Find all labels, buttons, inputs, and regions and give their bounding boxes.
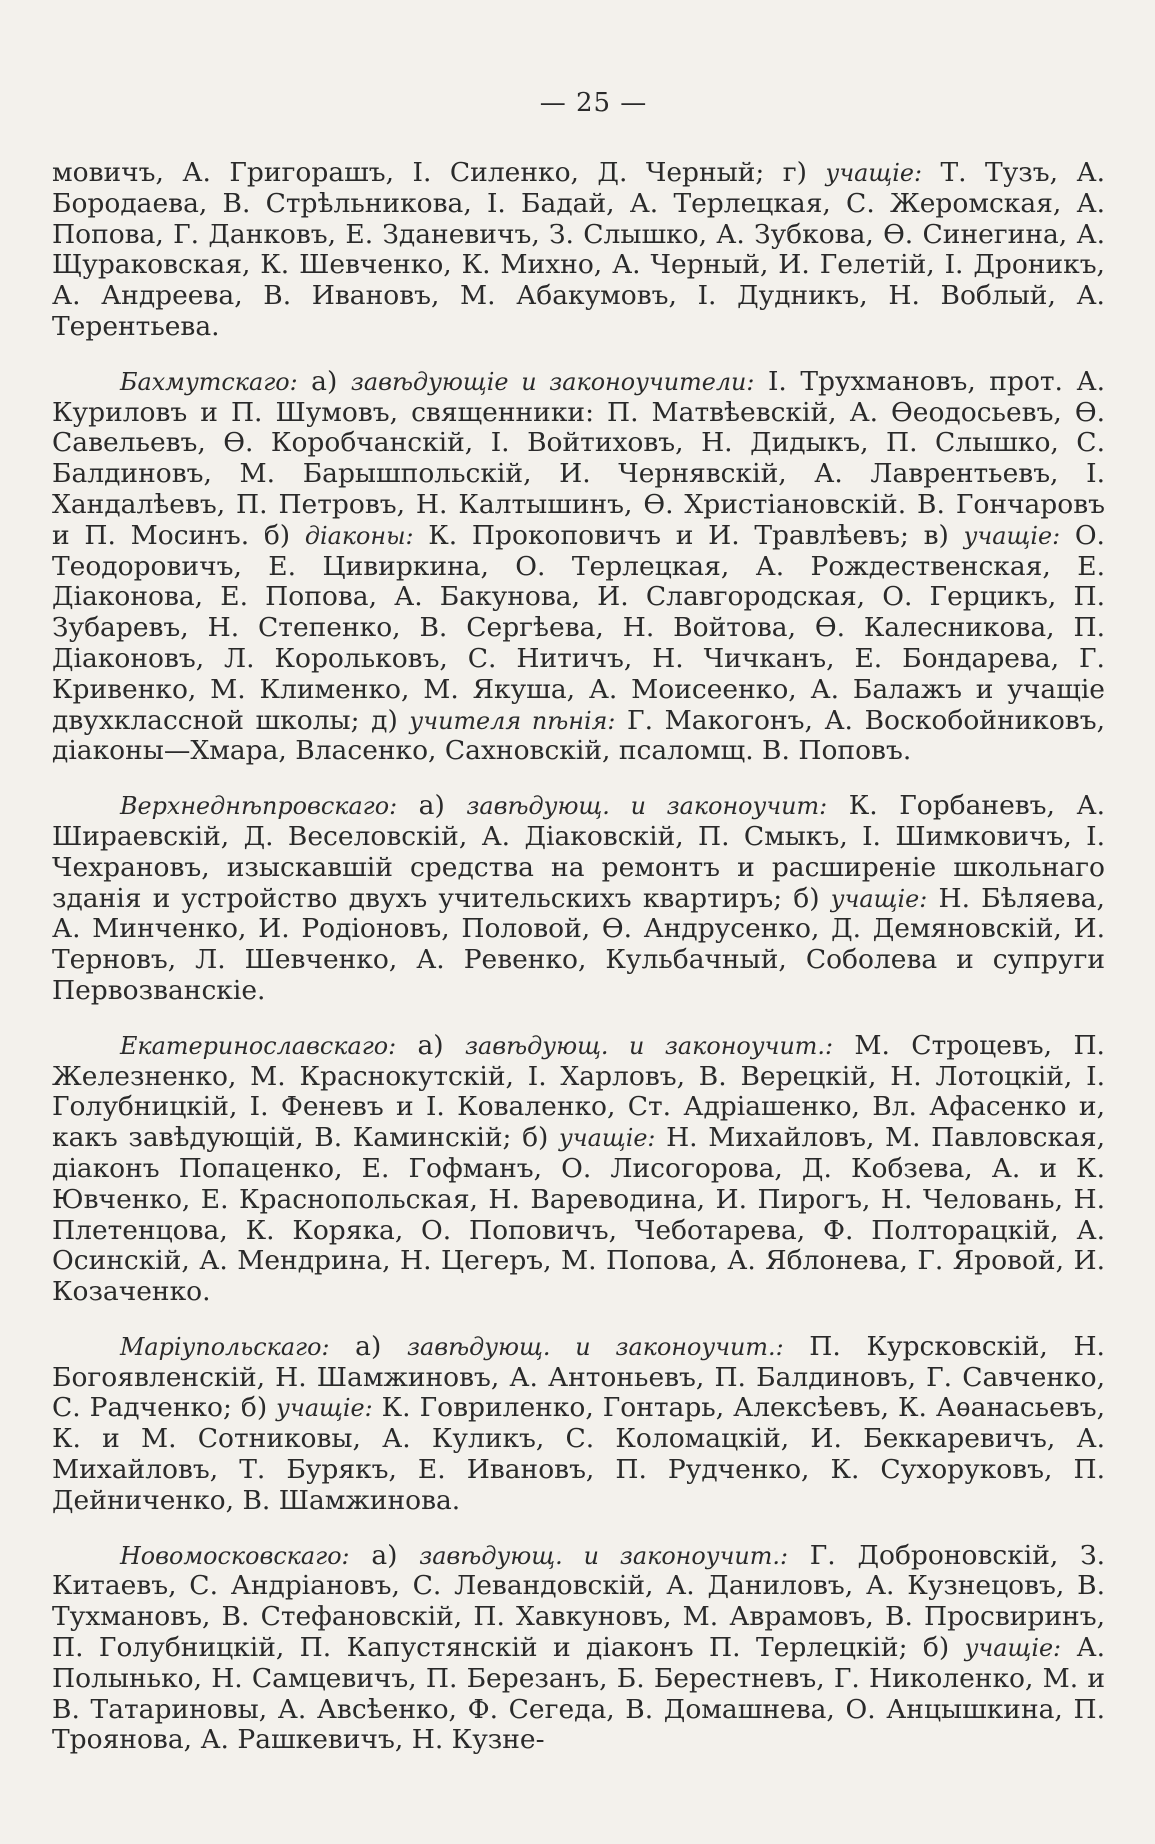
- text-segment: І. Трухмановъ, прот. А. Куриловъ и П. Шумовъ, священники: П. Матвѣевскій, А. Ѳеодосьевъ, Ѳ. Савельевъ, Ѳ. Коробчанскій, І. Войтиховъ, Н. Дидыкъ, П. Слышко, С. Балдиновъ, М. Барышпольскій, И. Чернявскій, А. Лаврентьевъ, І. Хандалѣевъ, П. Петровъ, Н. Калтышинъ, Ѳ. Христіановскій. В. Гончаровъ и П. Мосинъ. б): [52, 365, 1105, 551]
- text-segment: Н. Бѣляева, А. Минченко, И. Родіоновъ, Половой, Ѳ. Андрусенко, Д. Демяновскій, И. Терновъ, Л. Шевченко, А. Ревенко, Кульбачный, Соболева и супруги Первозванскіе.: [52, 882, 1105, 1006]
- italic-label: учащіе:: [963, 521, 1061, 550]
- text-segment: мовичъ, А. Григорашъ, І. Силенко, Д. Черный; г): [52, 157, 826, 188]
- italic-label: учащіе:: [558, 1124, 656, 1153]
- text-segment: а): [297, 365, 351, 397]
- paragraph: [52, 158, 1105, 343]
- italic-label: завѣдующ. и законоучит.:: [465, 1031, 834, 1060]
- paragraph: [52, 1031, 1105, 1308]
- text-segment: А. Полынько, Н. Самцевичъ, П. Березанъ, Б. Берестневъ, Г. Николенко, М. и В. Татариновы, А. Авсѣенко, Ф. Сегеда, В. Домашнева, О. Анцышкина, П. Троянова, А. Рашкевичъ, Н. Кузне-: [52, 1632, 1105, 1756]
- text-segment: К. Прокоповичъ и И. Травлѣевъ; в): [413, 519, 964, 551]
- italic-label: учащіе:: [964, 1634, 1062, 1663]
- italic-label: Бахмутскаго:: [120, 367, 298, 396]
- paragraph: [52, 1541, 1105, 1757]
- text-segment: а): [397, 790, 467, 822]
- page-number: — 25 —: [539, 88, 648, 118]
- italic-label: діаконы:: [304, 521, 414, 550]
- italic-label: завѣдующ. и законоучит.:: [419, 1541, 788, 1570]
- text-segment: П. Курсковскій, Н. Богоявленскій, Н. Шамжиновъ, А. Антоньевъ, П. Балдиновъ, Г. Савченко, С. Радченко; б): [52, 1330, 1105, 1424]
- italic-label: учителя пѣнія:: [409, 706, 616, 735]
- text-segment: Н. Михайловъ, М. Павловская, діаконъ Попаценко, Е. Гофманъ, О. Лисогорова, Д. Кобзева, А. и К. Ювченко, Е. Краснопольская, Н. Вареводина, И. Пирогъ, Н. Человань, Н. Плетенцова, К. Коряка, О. Поповичъ, Чеботарева, Ф. Полторацкій, А. Осинскій, А. Мендрина, Н. Цегеръ, М. Попова, А. Яблонева, Г. Яровой, И. Козаченко.: [52, 1122, 1105, 1308]
- text-segment: а): [329, 1330, 407, 1362]
- text-segment: а): [396, 1029, 465, 1061]
- text-segment: М. Строцевъ, П. Железненко, М. Краснокутскій, І. Харловъ, В. Верецкій, Н. Лотоцкій, І. Голубницкій, І. Феневъ и І. Коваленко, Ст. Адріашенко, Вл. Афасенко и, какъ завѣдующій, В. Каминскій; б): [52, 1029, 1105, 1154]
- italic-label: учащіе:: [276, 1394, 373, 1423]
- italic-label: учащіе:: [830, 884, 928, 913]
- italic-label: Новомосковскаго:: [120, 1541, 350, 1570]
- text-segment: Г. Доброновскій, З. Китаевъ, С. Андріановъ, С. Левандовскій, А. Даниловъ, А. Кузнецовъ, В. Тухмановъ, В. Стефановскій, П. Хавкуновъ, М. Аврамовъ, В. Просвиринъ, П. Голубницкій, П. Капустянскій и діаконъ П. Терлецкій; б): [52, 1539, 1105, 1664]
- italic-label: Маріупольскаго:: [120, 1332, 330, 1361]
- text-segment: Г. Макогонъ, А. Воскобойниковъ, діаконы—Хмара, Власенко, Сахновскій, псаломщ. В. Поповъ.: [52, 704, 1105, 767]
- paragraph: [52, 791, 1105, 1007]
- body-text: [52, 158, 1105, 1756]
- paragraph: [52, 1332, 1105, 1517]
- text-segment: К. Горбаневъ, А. Шираевскій, Д. Веселовскій, А. Діаковскій, П. Смыкъ, І. Шимковичъ, І. Чехрановъ, изыскавшій средства на ремонтъ и расширеніе школьнаго зданія и устройство двухъ учительскихъ квартиръ; б): [52, 790, 1105, 914]
- paragraph: [52, 367, 1105, 767]
- italic-label: завѣдующ. и законоучит:: [466, 792, 828, 821]
- text-segment: а): [349, 1539, 420, 1571]
- italic-label: завѣдующ. и законоучит.:: [406, 1332, 784, 1361]
- italic-label: учащіе:: [825, 159, 923, 187]
- text-segment: О. Теодоровичъ, Е. Цивиркина, О. Терлецкая, А. Рождественская, Е. Діаконова, Е. Попова, А. Бакунова, И. Славгородская, О. Герцикъ, П. Зубаревъ, Н. Степенко, В. Сергѣева, Н. Войтова, Ѳ. Калесникова, П. Діаконовъ, Л. Корольковъ, С. Нитичъ, Н. Чичканъ, Е. Бондарева, Г. Кривенко, М. Клименко, М. Якуша, А. Моисеенко, А. Балажъ и учащіе двухклассной школы; д): [52, 519, 1105, 736]
- italic-label: Екатеринославскаго:: [120, 1031, 397, 1060]
- text-segment: Т. Тузъ, А. Бородаева, В. Стрѣльникова, І. Бадай, А. Терлецкая, С. Жеромская, А. Попова, Г. Данковъ, Е. Зданевичъ, З. Слышко, А. Зубкова, Ѳ. Синегина, А. Щураковская, К. Шевченко, К. Михно, А. Черный, И. Гелетій, І. Дроникъ, А. Андреева, В. Ивановъ, М. Абакумовъ, І. Дудникъ, Н. Воблый, А. Терентьева.: [52, 157, 1106, 342]
- italic-label: завѣдующіе и законоучители:: [350, 367, 755, 396]
- text-segment: К. Говриленко, Гонтарь, Алексѣевъ, К. Аѳанасьевъ, К. и М. Сотниковы, А. Куликъ, С. Коломацкій, И. Беккаревичъ, А. Михайловъ, Т. Бурякъ, Е. Ивановъ, П. Рудченко, К. Сухоруковъ, П. Дейниченко, В. Шамжинова.: [52, 1392, 1105, 1516]
- italic-label: Верхнеднѣпровскаго:: [120, 792, 398, 821]
